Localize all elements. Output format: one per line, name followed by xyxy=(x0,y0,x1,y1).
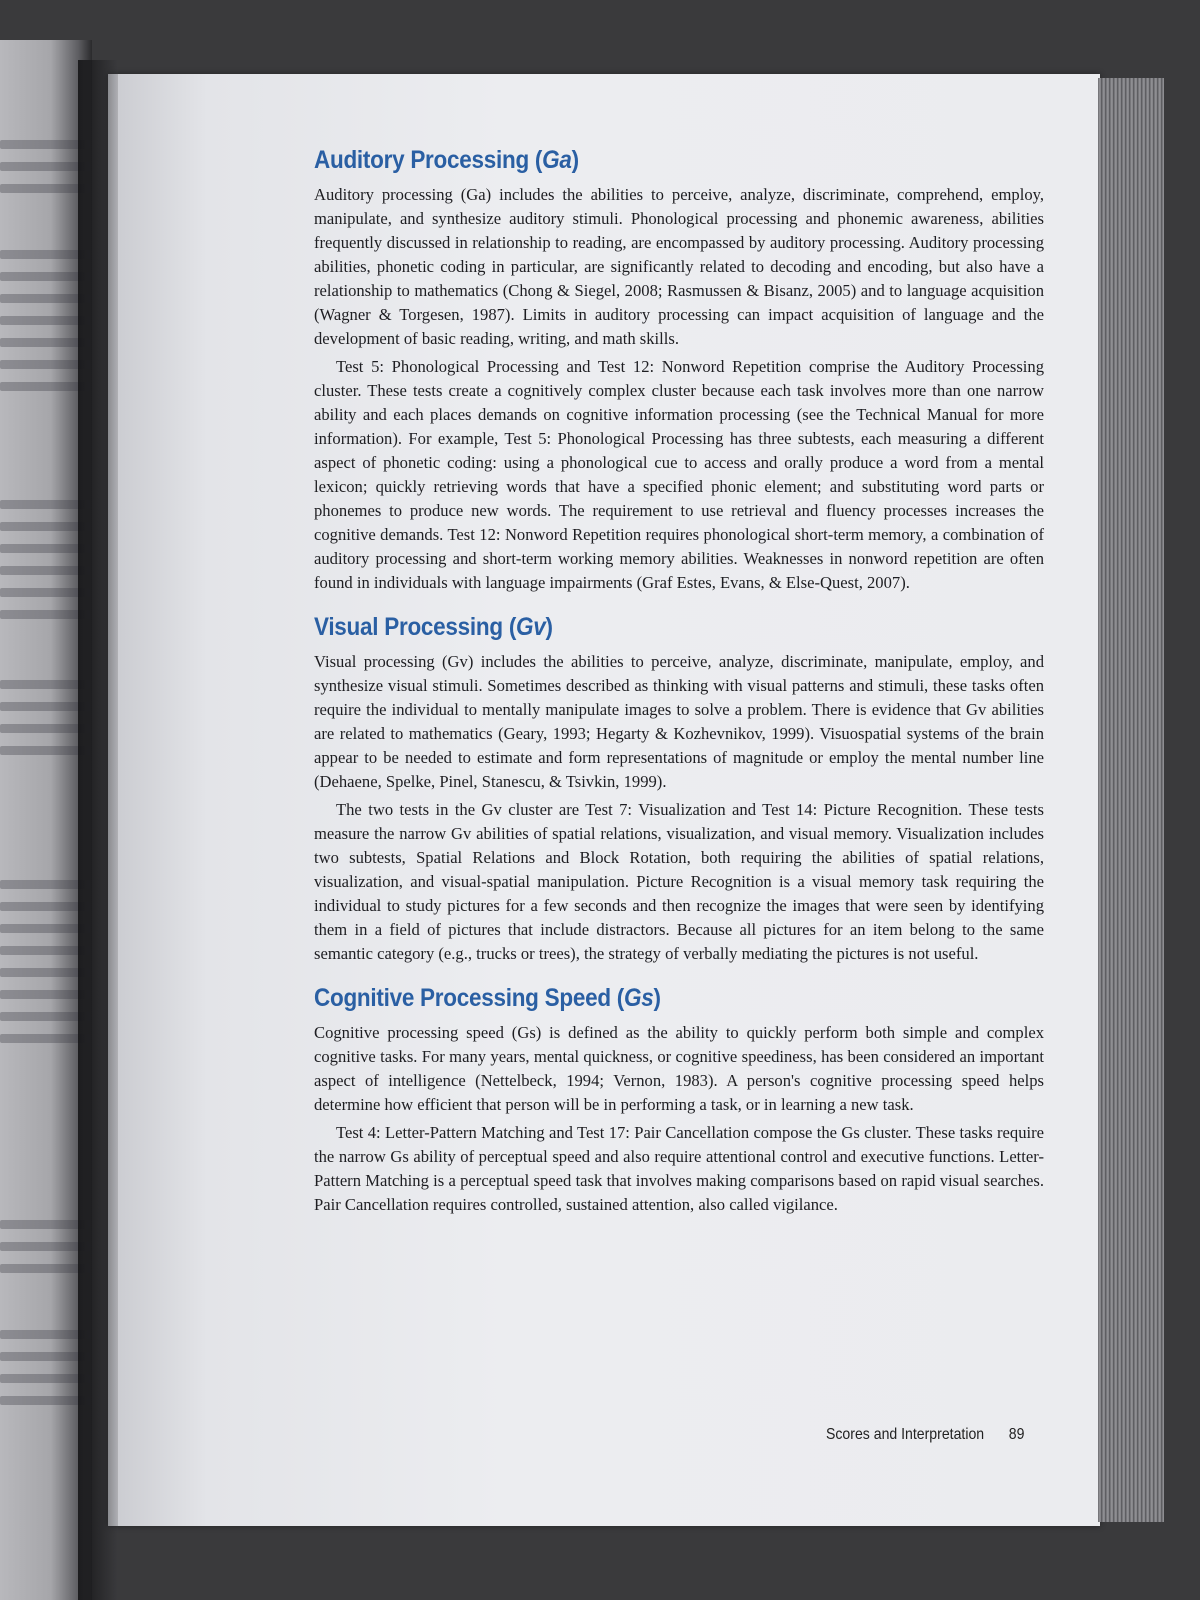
page-edges xyxy=(1098,78,1164,1522)
paragraph: Auditory processing (Ga) includes the abilities to perceive, analyze, discriminate, comprehend, employ, manipulate, and synthesize auditory stimuli. Phonological processing and phonemic awareness, abilities frequently discussed in relationship to reading, are encompassed by auditory processing. Auditory processing abilities, phonetic coding in particular, are significantly related to decoding and encoding, but also have a relationship to mathematics (Chong & Siegel, 2008; Rasmussen & Bisanz, 2005) and to language acquisition (Wagner & Torgesen, 1987). Limits in auditory processing can impact acquisition of language and the development of basic reading, writing, and math skills. xyxy=(314,185,1044,348)
paragraph: Visual processing (Gv) includes the abilities to perceive, analyze, discriminate, manipulate, employ, and synthesize visual stimuli. Sometimes described as thinking with visual patterns and stimuli, these tasks often require the individual to mentally manipulate images to solve a problem. There is evidence that Gv abilities are related to mathematics (Geary, 1993; Hegarty & Kozhevnikov, 1999). Visuospatial systems of the brain appear to be needed to estimate and form representations of magnitude or employ the mental number line (Dehaene, Spelke, Pinel, Stanescu, & Tsivkin, 1999). xyxy=(314,652,1044,791)
paragraph: The two tests in the Gv cluster are Test 7: Visualization and Test 14: Picture Recognition. These tests measure the narrow Gv abilities of spatial relations, visualization, and visual memory. Visualization includes two subtests, Spatial Relations and Block Rotation, both requiring the abilities of spatial relations, visualization, and visual-spatial manipulation. Picture Recognition is a visual memory task requiring the individual to study pictures for a few seconds and then recognize the images that were seen by identifying them in a field of pictures that include distractors. Because all pictures for an item belong to the same semantic category (e.g., trucks or trees), the strategy of verbally mediating the pictures is not useful. xyxy=(314,800,1044,963)
section-heading: Cognitive Processing Speed (Gs) xyxy=(314,984,661,1012)
book-gutter xyxy=(78,60,118,1600)
page-footer xyxy=(826,1426,1024,1444)
page-number: 89 xyxy=(1008,1426,1025,1443)
section-cognitive-processing-speed xyxy=(314,984,1044,1217)
paragraph: Test 5: Phonological Processing and Test 12: Nonword Repetition comprise the Auditory Processing cluster. These tests create a cognitively complex cluster because each task involves more than one narrow ability and each places demands on cognitive information processing (see the Technical Manual for more information). For example, Test 5: Phonological Processing has three subtests, each measuring a different aspect of phonetic coding: using a phonological cue to access and orally produce a word from a mental lexicon; quickly retrieving words that have a specified phonic element; and substituting word parts or phonemes to produce new words. The requirement to use retrieval and fluency processes increases the cognitive demands. Test 12: Nonword Repetition requires phonological short-term memory, a combination of auditory processing and short-term working memory abilities. Weaknesses in nonword repetition are often found in individuals with language impairments (Graf Estes, Evans, & Else-Quest, 2007). xyxy=(314,357,1044,592)
section-heading: Auditory Processing (Ga) xyxy=(314,146,579,174)
paragraph: Cognitive processing speed (Gs) is defined as the ability to quickly perform both simple and complex cognitive tasks. For many years, mental quickness, or cognitive speediness, has been considered an important aspect of intelligence (Nettelbeck, 1994; Vernon, 1983). A person's cognitive processing speed helps determine how efficient that person will be in performing a task, or in learning a new task. xyxy=(314,1023,1044,1114)
page-content xyxy=(314,146,1044,1235)
section-visual-processing xyxy=(314,613,1044,966)
section-auditory-processing xyxy=(314,146,1044,595)
paragraph: Test 4: Letter-Pattern Matching and Test 17: Pair Cancellation compose the Gs cluster. These tasks require the narrow Gs ability of perceptual speed and also require attentional control and executive functions. Letter-Pattern Matching is a perceptual speed task that involves making comparisons based on rapid visual searches. Pair Cancellation requires controlled, sustained attention, also called vigilance. xyxy=(314,1123,1044,1214)
section-heading: Visual Processing (Gv) xyxy=(314,613,553,641)
running-head: Scores and Interpretation xyxy=(826,1426,985,1443)
